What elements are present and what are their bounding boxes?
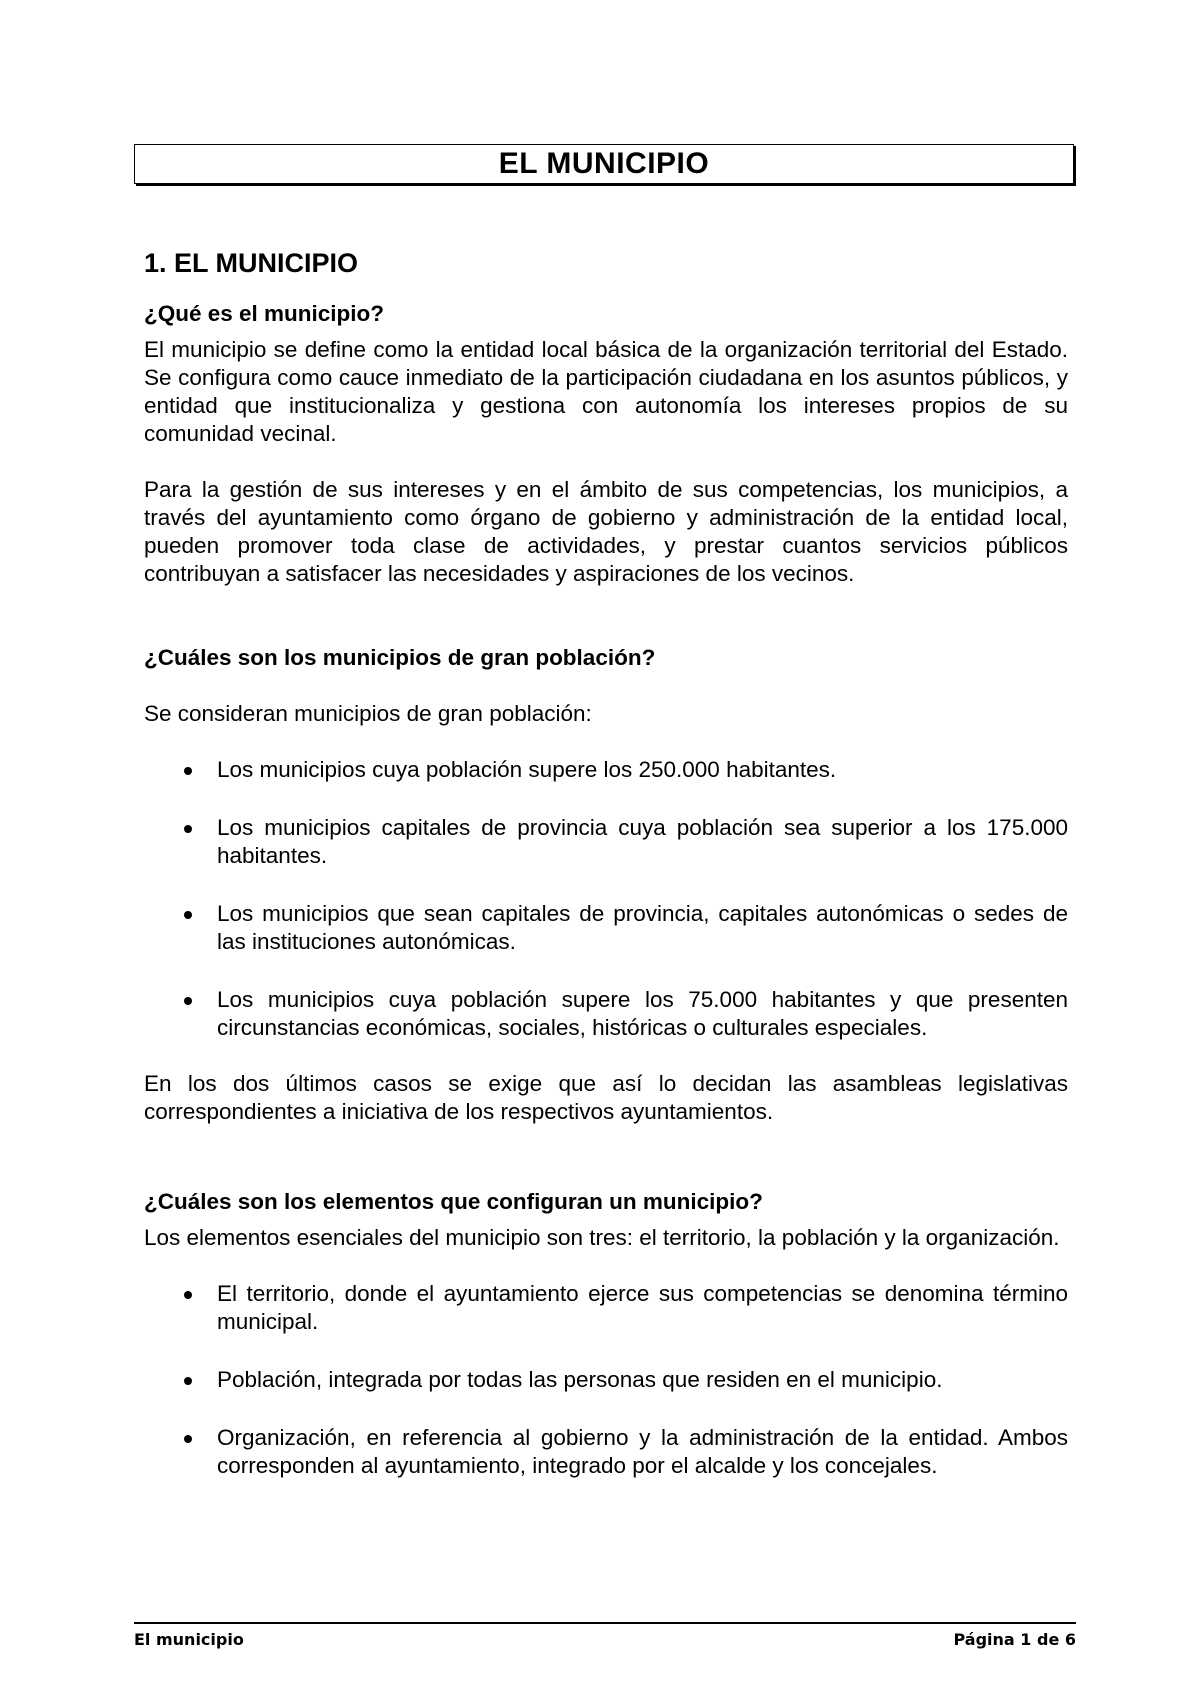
list-item	[144, 1366, 1068, 1394]
bullet-icon	[184, 825, 192, 833]
footer-doc-title: El municipio	[134, 1630, 244, 1649]
paragraph: En los dos últimos casos se exige que así lo decidan las asambleas legislativas correspondientes a iniciativa de los respectivos ayuntamientos.	[144, 1071, 1068, 1124]
list-item	[144, 986, 1068, 1042]
bullet-icon	[184, 1291, 192, 1299]
list-item-text: Organización, en referencia al gobierno y la administración de la entidad. Ambos corresponden al ayuntamiento, integrado por el alcalde y los concejales.	[217, 1425, 1068, 1478]
list-item	[144, 756, 1068, 784]
bullet-icon	[184, 997, 192, 1005]
list-item	[144, 1424, 1068, 1480]
list-item	[144, 1280, 1068, 1336]
question-heading-que-es: ¿Qué es el municipio?	[144, 301, 385, 326]
list-item	[144, 814, 1068, 870]
bullet-list	[144, 1280, 1068, 1480]
paragraph: Para la gestión de sus intereses y en el ámbito de sus competencias, los municipios, a través del ayuntamiento como órgano de gobierno y administración de la entidad local, pueden promover toda clase de actividades, y prestar cuantos servicios públicos contribuyan a satisfacer las necesidades y aspiraciones de los vecinos.	[144, 477, 1068, 586]
paragraph: El municipio se define como la entidad local básica de la organización territorial del Estado. Se configura como cauce inmediato de la participación ciudadana en los asuntos públicos, y entidad que institucionaliza y gestiona con autonomía los intereses propios de su comunidad vecinal.	[144, 337, 1068, 446]
document-body	[144, 246, 1068, 1480]
list-item-text: Población, integrada por todas las personas que residen en el municipio.	[217, 1367, 943, 1392]
bullet-icon	[184, 767, 192, 775]
list-item	[144, 900, 1068, 956]
list-item-text: Los municipios que sean capitales de provincia, capitales autonómicas o sedes de las instituciones autonómicas.	[217, 901, 1068, 954]
bullet-icon	[184, 1435, 192, 1443]
footer-page-number: Página 1 de 6	[953, 1630, 1076, 1649]
paragraph: Se consideran municipios de gran población:	[144, 701, 592, 726]
footer-divider	[134, 1622, 1076, 1624]
bullet-list	[144, 756, 1068, 1042]
section-heading: 1. EL MUNICIPIO	[144, 248, 359, 278]
document-page	[134, 0, 1076, 1698]
list-item-text: Los municipios cuya población supere los 75.000 habitantes y que presenten circunstancias económicas, sociales, históricas o culturales especiales.	[217, 987, 1068, 1040]
paragraph: Los elementos esenciales del municipio son tres: el territorio, la población y la organización.	[144, 1225, 1060, 1250]
question-heading-elementos: ¿Cuáles son los elementos que configuran un municipio?	[144, 1189, 763, 1214]
list-item-text: Los municipios cuya población supere los 250.000 habitantes.	[217, 757, 837, 782]
document-title: EL MUNICIPIO	[134, 144, 1074, 184]
bullet-icon	[184, 911, 192, 919]
list-item-text: Los municipios capitales de provincia cuya población sea superior a los 175.000 habitantes.	[217, 815, 1068, 868]
page-footer	[134, 1630, 1076, 1649]
question-heading-gran-poblacion: ¿Cuáles son los municipios de gran población?	[144, 645, 656, 670]
bullet-icon	[184, 1377, 192, 1385]
list-item-text: El territorio, donde el ayuntamiento ejerce sus competencias se denomina término municipal.	[217, 1281, 1068, 1334]
